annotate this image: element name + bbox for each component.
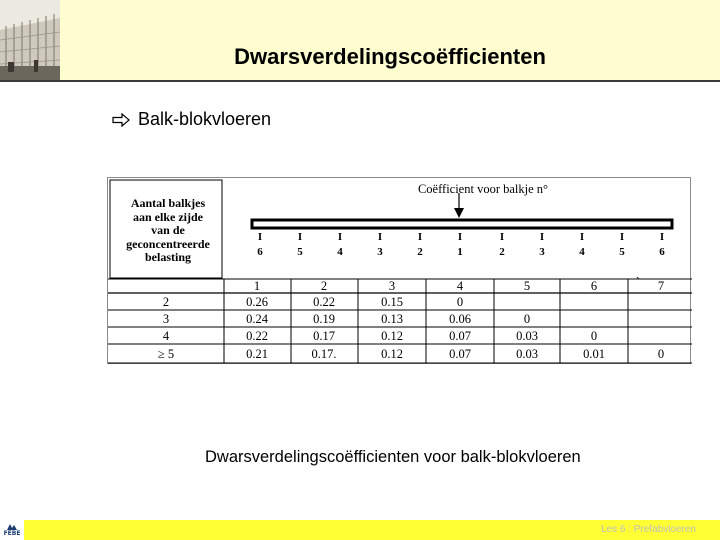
- footer-text: Les 6 : Prefabvloeren: [600, 524, 696, 535]
- bar-top-label: I: [257, 231, 263, 243]
- column-header: 2: [320, 279, 328, 293]
- table-cell: 0.26: [246, 295, 268, 309]
- page-title: Dwarsverdelingscoëfficienten: [234, 44, 546, 69]
- column-header: 3: [388, 279, 396, 293]
- column-header: 7: [657, 279, 665, 293]
- bar-bottom-label: 4: [579, 246, 585, 258]
- table-cell: 0.22: [246, 329, 268, 343]
- logo-text: FEBE: [3, 530, 21, 537]
- figure-caption: Dwarsverdelingscoëfficienten voor balk-blokvloeren: [205, 448, 581, 466]
- table-cell: 0.24: [246, 312, 268, 326]
- bar-top-label: I: [457, 231, 463, 243]
- table-cell: 0.12: [381, 347, 403, 361]
- column-header: 6: [590, 279, 598, 293]
- left-header-line: belasting: [144, 250, 191, 264]
- bar-bottom-label: 2: [417, 246, 423, 258]
- bullet-text: Balk-blokvloeren: [138, 109, 272, 129]
- bar-bottom-label: 3: [539, 246, 545, 258]
- bar-top-label: I: [619, 231, 625, 243]
- table-cell: 0: [657, 347, 665, 361]
- column-header: 1: [253, 279, 261, 293]
- bar-bottom-label: 5: [297, 246, 303, 258]
- bar-bottom-label: 6: [257, 246, 263, 258]
- bar-top-label: I: [499, 231, 505, 243]
- bar-top-label: I: [377, 231, 383, 243]
- tick-mark: `: [635, 275, 641, 289]
- column-header: 5: [523, 279, 531, 293]
- table-cell: 0.03: [516, 347, 538, 361]
- bar-top-label: I: [337, 231, 343, 243]
- bar-top-label: I: [579, 231, 585, 243]
- table-cell: 0: [523, 312, 531, 326]
- table-cell: 0.17.: [311, 347, 337, 361]
- row-label: 2: [162, 295, 170, 309]
- table-cell: 0.01: [583, 347, 605, 361]
- table-cell: 0.21: [246, 347, 268, 361]
- row-label: 4: [162, 329, 170, 343]
- table-cell: 0.07: [449, 347, 471, 361]
- table-cell: 0.06: [449, 312, 471, 326]
- table-cell: 0.12: [381, 329, 403, 343]
- left-header-line: van de: [151, 223, 185, 237]
- arrow-bullet-icon: [112, 113, 130, 127]
- table-cell: 0.03: [516, 329, 538, 343]
- bar-bottom-label: 3: [377, 246, 383, 258]
- bar-top-label: I: [659, 231, 665, 243]
- bar-top-label: I: [297, 231, 303, 243]
- bar-bottom-label: 1: [457, 246, 463, 258]
- bar-bottom-label: 2: [499, 246, 505, 258]
- coefficient-table-figure: [107, 177, 691, 364]
- bar-bottom-label: 6: [659, 246, 665, 258]
- figure-title: Coëfficient voor balkje n°: [417, 182, 549, 196]
- table-cell: 0.15: [381, 295, 403, 309]
- bullet-item: [112, 109, 271, 130]
- table-cell: 0: [590, 329, 598, 343]
- column-header: 4: [456, 279, 464, 293]
- table-cell: 0: [456, 295, 464, 309]
- bar-bottom-label: 4: [337, 246, 343, 258]
- left-header-line: aan elke zijde: [133, 209, 203, 224]
- bar-bottom-label: 5: [619, 246, 625, 258]
- left-header-line: Aantal balkjes: [130, 196, 206, 210]
- table-cell: 0.13: [381, 312, 403, 326]
- row-label: ≥ 5: [157, 347, 175, 361]
- row-label: 3: [162, 312, 170, 326]
- header-photo: [0, 0, 60, 80]
- table-cell: 0.22: [313, 295, 335, 309]
- left-header-line: geconcentreerde: [126, 236, 210, 251]
- bar-top-label: I: [417, 231, 423, 243]
- building-photo-icon: [0, 0, 60, 80]
- header-divider: [0, 80, 720, 82]
- left-header: [112, 197, 224, 265]
- bar-top-label: I: [539, 231, 545, 243]
- table-cell: 0.19: [313, 312, 335, 326]
- table-cell: 0.17: [313, 329, 335, 343]
- table-cell: 0.07: [449, 329, 471, 343]
- febe-logo: [0, 520, 24, 540]
